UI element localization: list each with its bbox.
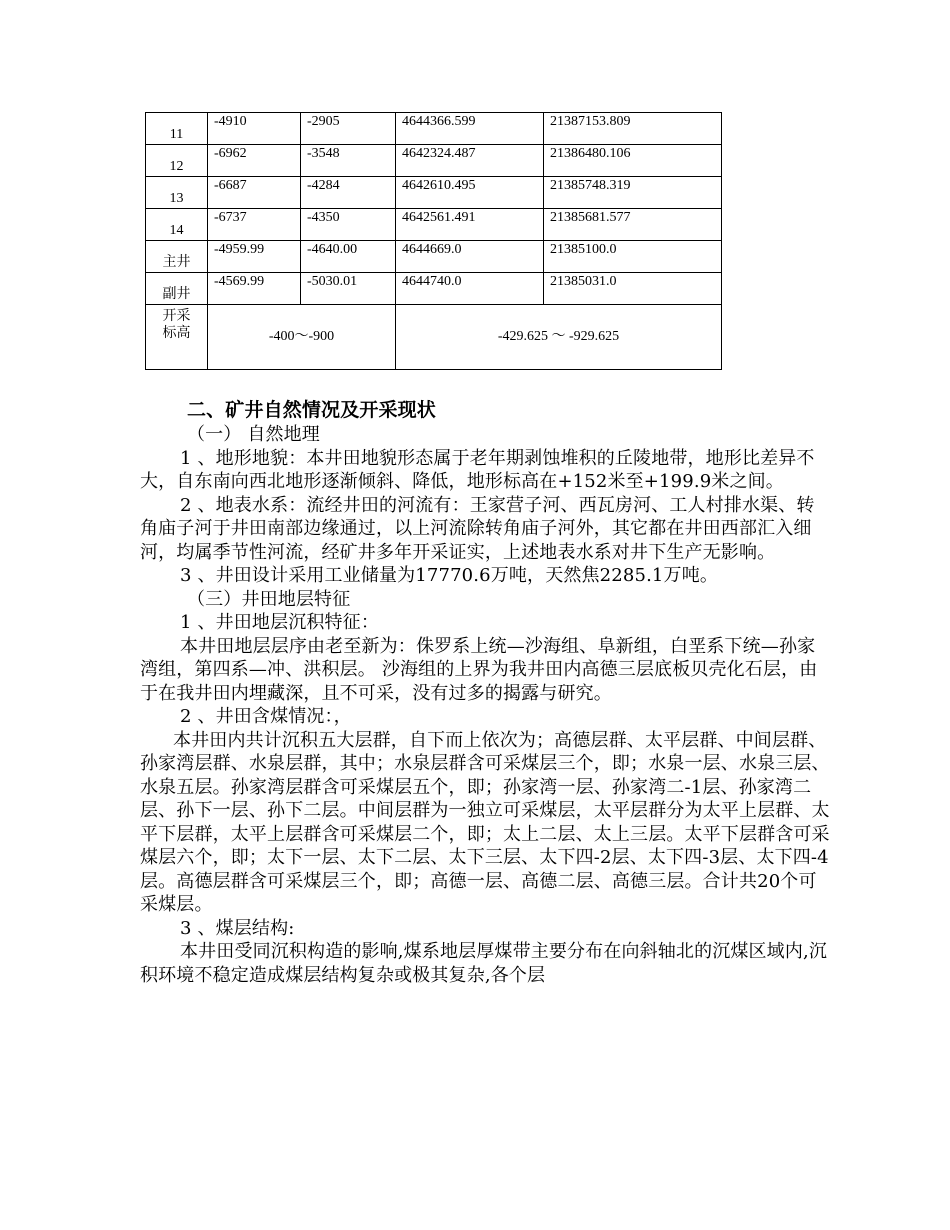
coord-b-cell: -5030.01 — [301, 273, 396, 305]
subsection-heading: （三）井田地层特征 — [187, 588, 351, 610]
paragraph: 本井田地层层序由老至新为：侏罗系上统—沙海组、阜新组，白垩系下统—孙家湾组，第四系—冲、洪积层。 沙海组的上界为我井田内高德三层底板贝壳化石层，由于在我井田内埋藏深，且不可采，没有过多的揭露与研究。 — [140, 635, 818, 704]
paragraph: 1 、井田地层沉积特征： — [180, 612, 379, 633]
coord-y-cell: 21385748.319 — [544, 177, 722, 209]
paragraph: 本井田受同沉积构造的影响,煤系地层厚煤带主要分布在向斜轴北的沉煤区域内,沉积环境不稳定造成煤层结构复杂或极其复杂,各个层 — [140, 941, 827, 986]
coord-y-cell: 21386480.106 — [544, 145, 722, 177]
elevation-row — [146, 305, 722, 370]
coord-x-cell: 4642610.495 — [396, 177, 544, 209]
coord-x-cell: 4642324.487 — [396, 145, 544, 177]
coord-x-cell: 4644366.599 — [396, 113, 544, 145]
coord-y-cell: 21385100.0 — [544, 241, 722, 273]
table-row — [146, 241, 722, 273]
coord-a-cell: -6737 — [208, 209, 301, 241]
coord-y-cell: 21385031.0 — [544, 273, 722, 305]
table-row — [146, 177, 722, 209]
table-row — [146, 209, 722, 241]
document-body — [140, 397, 830, 987]
table-row — [146, 113, 722, 145]
coord-b-cell: -4350 — [301, 209, 396, 241]
coord-a-cell: -4910 — [208, 113, 301, 145]
coord-y-cell: 21385681.577 — [544, 209, 722, 241]
coord-b-cell: -4284 — [301, 177, 396, 209]
coord-a-cell: -4569.99 — [208, 273, 301, 305]
coord-b-cell: -4640.00 — [301, 241, 396, 273]
point-id-cell: 14 — [146, 209, 208, 241]
elevation-design-cell: -400～-900 — [208, 305, 396, 370]
coord-a-cell: -6687 — [208, 177, 301, 209]
section-heading: 二、矿井自然情况及开采现状 — [187, 399, 436, 421]
coord-a-cell: -6962 — [208, 145, 301, 177]
elevation-label-cell: 开采标高 — [146, 305, 208, 370]
paragraph: 2 、井田含煤情况：， — [180, 706, 352, 727]
coord-x-cell: 4644740.0 — [396, 273, 544, 305]
subsection-heading: （一） 自然地理 — [187, 424, 320, 445]
coord-x-cell: 4644669.0 — [396, 241, 544, 273]
coord-b-cell: -3548 — [301, 145, 396, 177]
point-id-cell: 13 — [146, 177, 208, 209]
table-row — [146, 273, 722, 305]
coord-x-cell: 4642561.491 — [396, 209, 544, 241]
point-id-cell: 12 — [146, 145, 208, 177]
coord-y-cell: 21387153.809 — [544, 113, 722, 145]
elevation-actual-cell: -429.625 ～ -929.625 — [396, 305, 722, 370]
point-id-cell: 副井 — [146, 273, 208, 305]
coord-b-cell: -2905 — [301, 113, 396, 145]
point-id-cell: 主井 — [146, 241, 208, 273]
paragraph: 2 、地表水系：流经井田的河流有：王家营子河、西瓦房河、工人村排水渠、转角庙子河于井田南部边缘通过，以上河流除转角庙子河外，其它都在井田西部汇入细河，均属季节性河流，经矿井多年开采证实，上述地表水系对井下生产无影响。 — [140, 494, 815, 563]
paragraph: 本井田内共计沉积五大层群，自下而上依次为；高德层群、太平层群、中间层群、孙家湾层群、水泉层群，其中；水泉层群含可采煤层三个，即；水泉一层、水泉三层、水泉五层。孙家湾层群含可采煤层五个，即；孙家湾一层、孙家湾二-1层、孙家湾二层、孙下一层、孙下二层。中间层群为一独立可采煤层，太平层群分为太平上层群、太平下层群，太平上层群含可采煤层二个，即；太上二层、太上三层。太平下层群含可采煤层六个，即；太下一层、太下二层、太下三层、太下四-2层、太下四-3层、太下四-4层。高德层群含可采煤层三个，即；高德一层、高德二层、高德三层。合计共20个可采煤层。 — [140, 729, 830, 915]
paragraph: 3 、煤层结构: — [180, 917, 295, 939]
coordinate-table — [145, 112, 722, 370]
table-row — [146, 145, 722, 177]
paragraph: 1 、地形地貌：本井田地貌形态属于老年期剥蚀堆积的丘陵地带，地形比差异不大，自东南向西北地形逐渐倾斜、降低，地形标高在+152米至+199.9米之间。 — [140, 447, 815, 492]
coord-a-cell: -4959.99 — [208, 241, 301, 273]
point-id-cell: 11 — [146, 113, 208, 145]
paragraph: 3 、井田设计采用工业储量为17770.6万吨，天然焦2285.1万吨。 — [180, 565, 718, 586]
